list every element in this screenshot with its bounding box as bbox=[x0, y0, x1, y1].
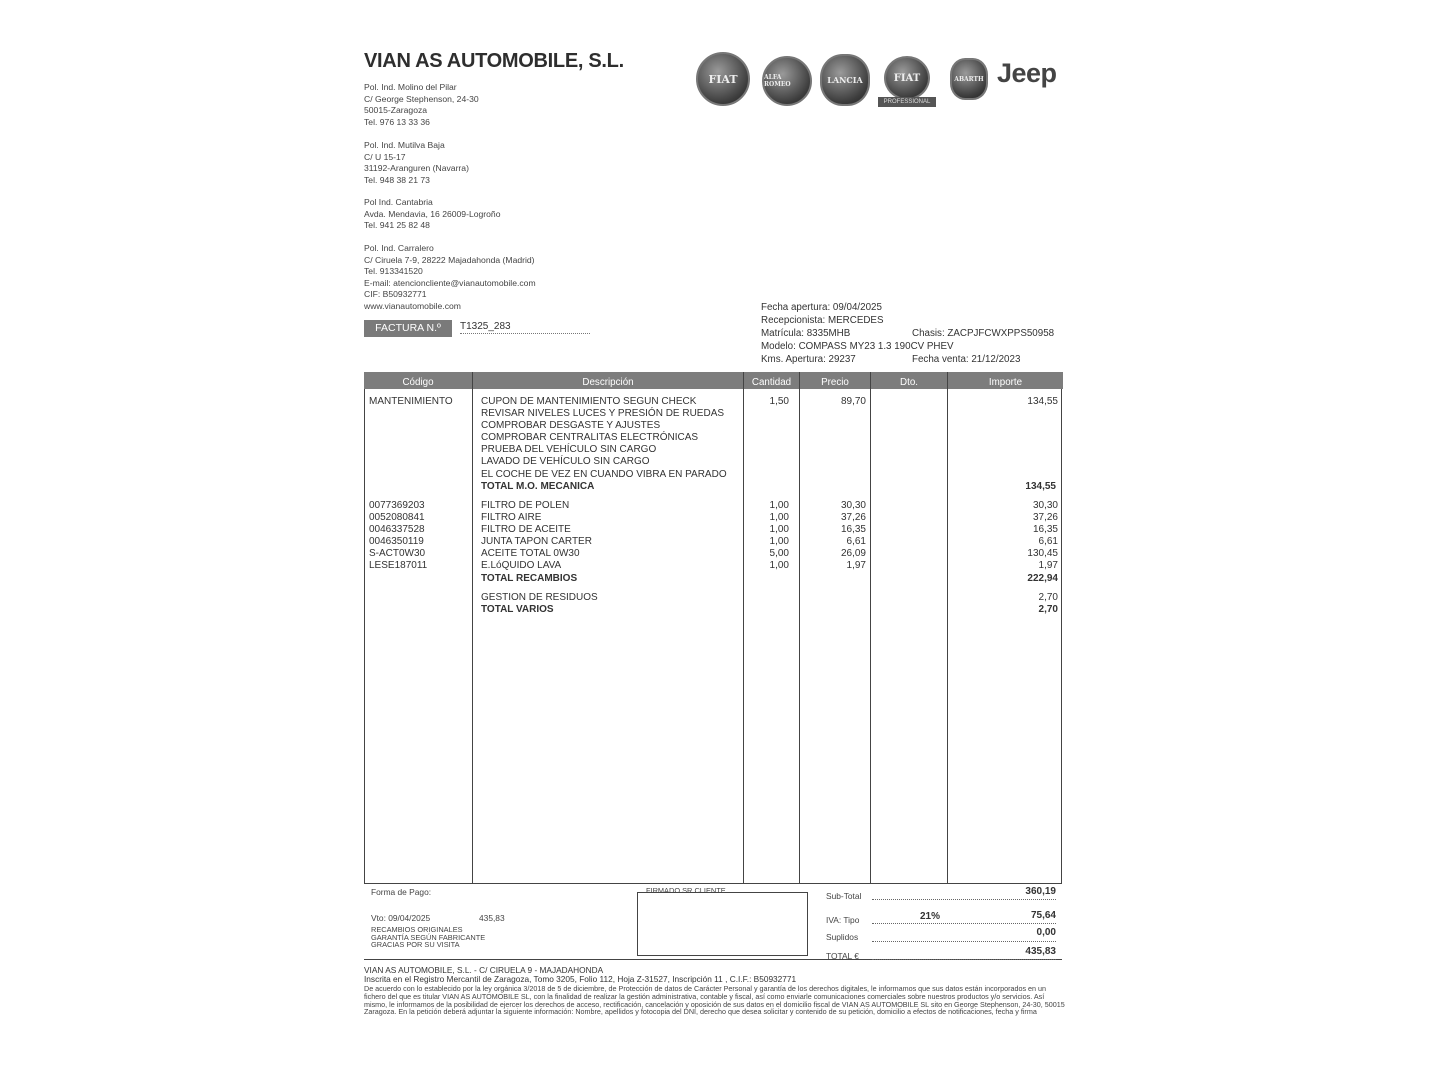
iva-rate: 21% bbox=[920, 911, 941, 922]
recambios-descriptions: FILTRO DE POLEN FILTRO AIRE FILTRO DE ACEITE JUNTA TAPON CARTER ACEITE TOTAL 0W30 E.LóQUIDO LAVA TOTAL RECAMBIOS bbox=[481, 500, 592, 584]
mantenimiento-lines: CUPON DE MANTENIMIENTO SEGUN CHECK REVISAR NIVELES LUCES Y PRESIÓN DE RUEDAS COMPROBAR DESGASTE Y AJUSTES COMPROBAR CENTRALITAS ELECTRÓNICAS PRUEBA DEL VEHÍCULO SIN CARGO LAVADO DE VEHÍCULO SIN CARGO EL COCHE DE VEZ EN CUANDO VIBRA EN PARADO TOTAL M.O. MECANICA bbox=[481, 396, 727, 492]
address-zaragoza: Pol. Ind. Molino del Pilar C/ George Stephenson, 24-30 50015-Zaragoza Tel. 976 13 33 36 bbox=[364, 82, 479, 127]
total-mo-label: TOTAL M.O. MECANICA bbox=[481, 480, 595, 492]
privacy-notice: De acuerdo con lo establecido por la ley orgánica 3/2018 de 5 de diciembre, de Protección de datos de Carácter Personal y garantía de los derechos digitales, le informamos que sus datos están incorporados en un fichero del que es titular VIAN AS AUTOMOBILE SL, con la finalidad de realizar la gestión administrativa, contable y fiscal, así como enviarle comunicaciones comerciales sobre nuestros productos y/o servicios. Así mismo, le informamos de la posibilidad de ejercer los derechos de acceso, rectificación, cancelación y oposición de sus datos en el domicilio fiscal de VIAN AS AUTOMOBILE SL sito en George Stephenson, 24-30, 50015 Zaragoza. En la petición deberá adjuntar la siguiente información: Nombre, apellidos y fotocopia del DNI, derecho que desea solicitar y contenido de su petición, domicilio a efectos de notificaciones, fecha y firma bbox=[364, 984, 1065, 1017]
address-navarra: Pol. Ind. Mutilva Baja C/ U 15-17 31192-Aranguren (Navarra) Tel. 948 38 21 73 bbox=[364, 140, 469, 185]
total-label: TOTAL € bbox=[826, 951, 859, 961]
iva-value: 75,64 bbox=[1030, 910, 1056, 921]
total-leader bbox=[872, 958, 1056, 960]
suplidos-leader bbox=[872, 940, 1056, 942]
fiat-logo: FIAT bbox=[696, 52, 750, 106]
recambios-qty: 1,00 1,00 1,00 1,00 5,00 1,00 bbox=[769, 500, 789, 572]
header-codigo: Código bbox=[402, 377, 434, 388]
col-divider bbox=[743, 372, 744, 884]
footer-notes: RECAMBIOS ORIGINALES GARANTÍA SEGÚN FABRICANTE GRACIAS POR SU VISITA bbox=[371, 925, 486, 950]
recambios-price: 30,30 37,26 16,35 6,61 26,09 1,97 bbox=[840, 500, 866, 572]
iva-leader bbox=[872, 922, 1056, 924]
col-divider bbox=[799, 372, 800, 884]
iva-label: IVA: Tipo bbox=[826, 915, 860, 925]
recepcionista: Recepcionista: MERCEDES bbox=[761, 315, 884, 326]
kms-apertura: Kms. Apertura: 29237 bbox=[761, 354, 856, 365]
row-price: 89,70 bbox=[840, 396, 866, 407]
col-divider bbox=[472, 372, 473, 884]
suplidos-value: 0,00 bbox=[1036, 927, 1056, 938]
firmado-label: FIRMADO SR.CLIENTE bbox=[646, 886, 726, 895]
total-varios-value: 2,70 bbox=[1038, 604, 1058, 616]
recambios-amount: 30,30 37,26 16,35 6,61 130,45 1,97 222,94 bbox=[950, 500, 1058, 585]
row-code: MANTENIMIENTO bbox=[369, 396, 453, 407]
fiat-professional-logo: FIAT bbox=[884, 56, 930, 100]
total-mo-value: 134,55 bbox=[1025, 481, 1056, 492]
invoice-label: FACTURA N.º bbox=[364, 320, 452, 337]
header-descripcion: Descripción bbox=[582, 377, 634, 388]
modelo: Modelo: COMPASS MY23 1.3 190CV PHEV bbox=[761, 341, 954, 352]
subtotal-leader bbox=[872, 898, 1056, 900]
total-recambios-label: TOTAL RECAMBIOS bbox=[481, 572, 578, 584]
col-divider bbox=[870, 372, 871, 884]
subtotal-value: 360,19 bbox=[1025, 886, 1056, 897]
matricula: Matrícula: 8335MHB bbox=[761, 328, 851, 339]
invoice-number: T1325_283 bbox=[460, 320, 590, 334]
row-qty: 1,50 bbox=[769, 396, 789, 407]
fecha-venta: Fecha venta: 21/12/2023 bbox=[912, 354, 1021, 365]
varios-amount: 2,70 2,70 bbox=[950, 592, 1058, 616]
legal-registry: VIAN AS AUTOMOBILE, S.L. - C/ CIRUELA 9 - MAJADAHONDA Inscrita en el Registro Mercantil de Zaragoza, Tomo 3205, Folio 112, Hoja Z-31527, Inscripción 11 , C.I.F.: B50932771 bbox=[364, 965, 797, 985]
total-value: 435,83 bbox=[1025, 946, 1056, 957]
total-varios-label: TOTAL VARIOS bbox=[481, 604, 554, 616]
address-madrid: Pol. Ind. Carralero C/ Ciruela 7-9, 28222 Majadahonda (Madrid) Tel. 913341520 E-mail: atencioncliente@vianautomobile.com CIF: B50932771 www.vianautomobile.com bbox=[364, 243, 536, 311]
row-amount: 134,55 bbox=[1027, 396, 1058, 407]
jeep-logo: Jeep bbox=[997, 58, 1057, 88]
chasis: Chasis: ZACPJFCWXPPS50958 bbox=[912, 328, 1055, 339]
header-precio: Precio bbox=[821, 377, 849, 388]
address-logrono: Pol Ind. Cantabria Avda. Mendavia, 16 26009-Logroño Tel. 941 25 82 48 bbox=[364, 197, 501, 231]
header-dto: Dto. bbox=[900, 377, 918, 388]
fecha-apertura: Fecha apertura: 09/04/2025 bbox=[761, 302, 882, 313]
suplidos-label: Suplidos bbox=[826, 932, 859, 942]
recambios-codes: 0077369203 0052080841 0046337528 0046350119 S-ACT0W30 LESE187011 bbox=[369, 500, 428, 572]
lancia-logo: LANCIA bbox=[820, 54, 870, 106]
company-name: VIAN AS AUTOMOBILE, S.L. bbox=[364, 50, 624, 72]
col-divider bbox=[947, 372, 948, 884]
abarth-logo: ABARTH bbox=[950, 58, 988, 100]
header-importe: Importe bbox=[988, 377, 1023, 388]
vencimiento-amount: 435,83 bbox=[479, 913, 505, 923]
varios-lines: GESTION DE RESIDUOS TOTAL VARIOS bbox=[481, 592, 598, 616]
subtotal-label: Sub-Total bbox=[826, 891, 862, 901]
total-recambios-value: 222,94 bbox=[1027, 572, 1058, 584]
header-cantidad: Cantidad bbox=[751, 377, 792, 388]
vencimiento: Vto: 09/04/2025 bbox=[371, 913, 431, 923]
signature-box bbox=[637, 892, 808, 956]
professional-label: PROFESSIONAL bbox=[878, 97, 936, 107]
alfa-romeo-logo: ALFA ROMEO bbox=[762, 56, 812, 106]
forma-pago: Forma de Pago: bbox=[371, 887, 432, 897]
